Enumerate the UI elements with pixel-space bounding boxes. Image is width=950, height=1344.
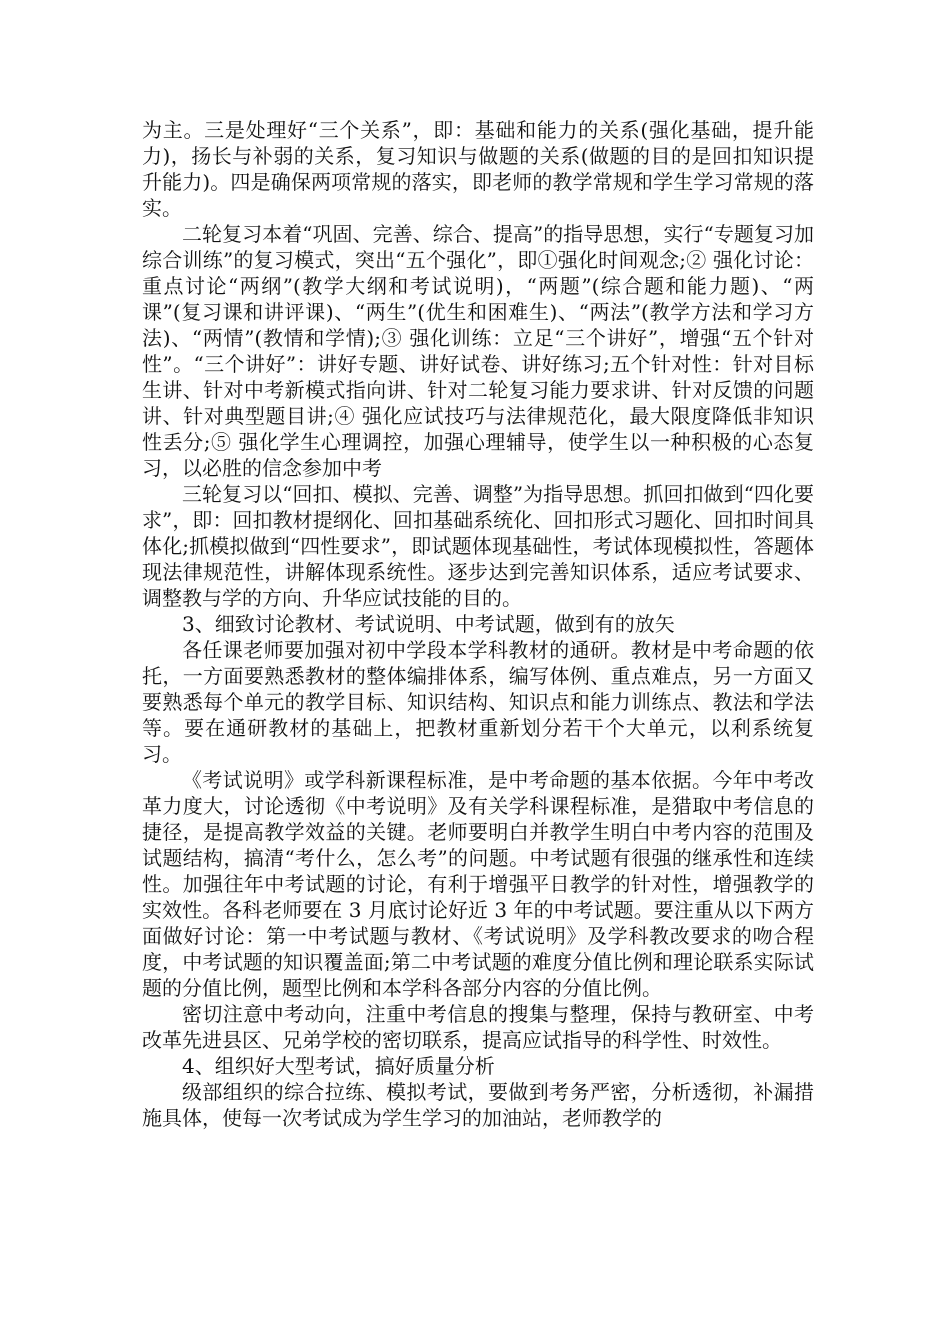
document-body bbox=[142, 117, 814, 1131]
paragraph-textbook-study: 各任课老师要加强对初中学段本学科教材的通研。教材是中考命题的依托，一方面要熟悉教材的整体编排体系，编写体例、重点难点，另一方面又要熟悉每个单元的教学目标、知识结构、知识点和能力训练点、教法和学法等。要在通研教材的基础上，把教材重新划分若干个大单元，以利系统复习。 bbox=[142, 638, 814, 766]
section-heading-4: 4、组织好大型考试，搞好质量分析 bbox=[182, 1054, 495, 1078]
paragraph-second-round-review: 二轮复习本着“巩固、完善、综合、提高”的指导思想，实行“专题复习加综合训练”的复习模式，突出“五个强化”，即①强化时间观念;② 强化讨论：重点讨论“两纲”(教学大纲和考试说明)，“两题”(综合题和能力题)、“两课”(复习课和讲评课)、“两生”(优生和困难生)、“两法”(教学方法和学习方法)、“两情”(教情和学情);③ 强化训练：立足“三个讲好”，增强“五个针对性”。“三个讲好”：讲好专题、讲好试卷、讲好练习;五个针对性：针对目标生讲、针对中考新模式指向讲、针对二轮复习能力要求讲、针对反馈的问题讲、针对典型题目讲;④ 强化应试技巧与法律规范化，最大限度降低非知识性丢分;⑤ 强化学生心理调控，加强心理辅导，使学生以一种积极的心态复习，以必胜的信念参加中考 bbox=[142, 222, 814, 480]
paragraph-mock-exams: 级部组织的综合拉练、模拟考试，要做到考务严密，分析透彻，补漏措施具体，使每一次考试成为学生学习的加油站，老师教学的 bbox=[142, 1080, 814, 1130]
paragraph-exam-guide: 《考试说明》或学科新课程标准，是中考命题的基本依据。今年中考改革力度大，讨论透彻《中考说明》及有关学科课程标准，是猎取中考信息的捷径，是提高教学效益的关键。老师要明白并教学生明白中考内容的范围及试题结构，搞清“考什么，怎么考”的问题。中考试题有很强的继承性和连续性。加强往年中考试题的讨论，有利于增强平日教学的针对性，增强教学的实效性。各科老师要在 3 月底讨论好近 3 年的中考试题。要注重从以下两方面做好讨论：第一中考试题与教材、《考试说明》及学科教改要求的吻合程度，中考试题的知识覆盖面;第二中考试题的难度分值比例和理论联系实际试题的分值比例，题型比例和本学科各部分内容的分值比例。 bbox=[142, 768, 814, 1000]
paragraph-exam-trends: 密切注意中考动向，注重中考信息的搜集与整理，保持与教研室、中考改革先进县区、兄弟学校的密切联系，提高应试指导的科学性、时效性。 bbox=[142, 1002, 814, 1052]
paragraph-third-round-review: 三轮复习以“回扣、模拟、完善、调整”为指导思想。抓回扣做到“四化要求”，即：回扣教材提纲化、回扣基础系统化、回扣形式习题化、回扣时间具体化;抓模拟做到“四性要求”，即试题体现基础性，考试体现模拟性，答题体现法律规范性，讲解体现系统性。逐步达到完善知识体系，适应考试要求、调整教与学的方向、升华应试技能的目的。 bbox=[142, 482, 814, 610]
paragraph-relationships: 为主。三是处理好“三个关系”，即：基础和能力的关系(强化基础，提升能力)，扬长与补弱的关系，复习知识与做题的关系(做题的目的是回扣知识提升能力)。四是确保两项常规的落实，即老师的教学常规和学生学习常规的落实。 bbox=[142, 118, 814, 220]
section-heading-3: 3、细致讨论教材、考试说明、中考试题，做到有的放矢 bbox=[182, 612, 675, 636]
